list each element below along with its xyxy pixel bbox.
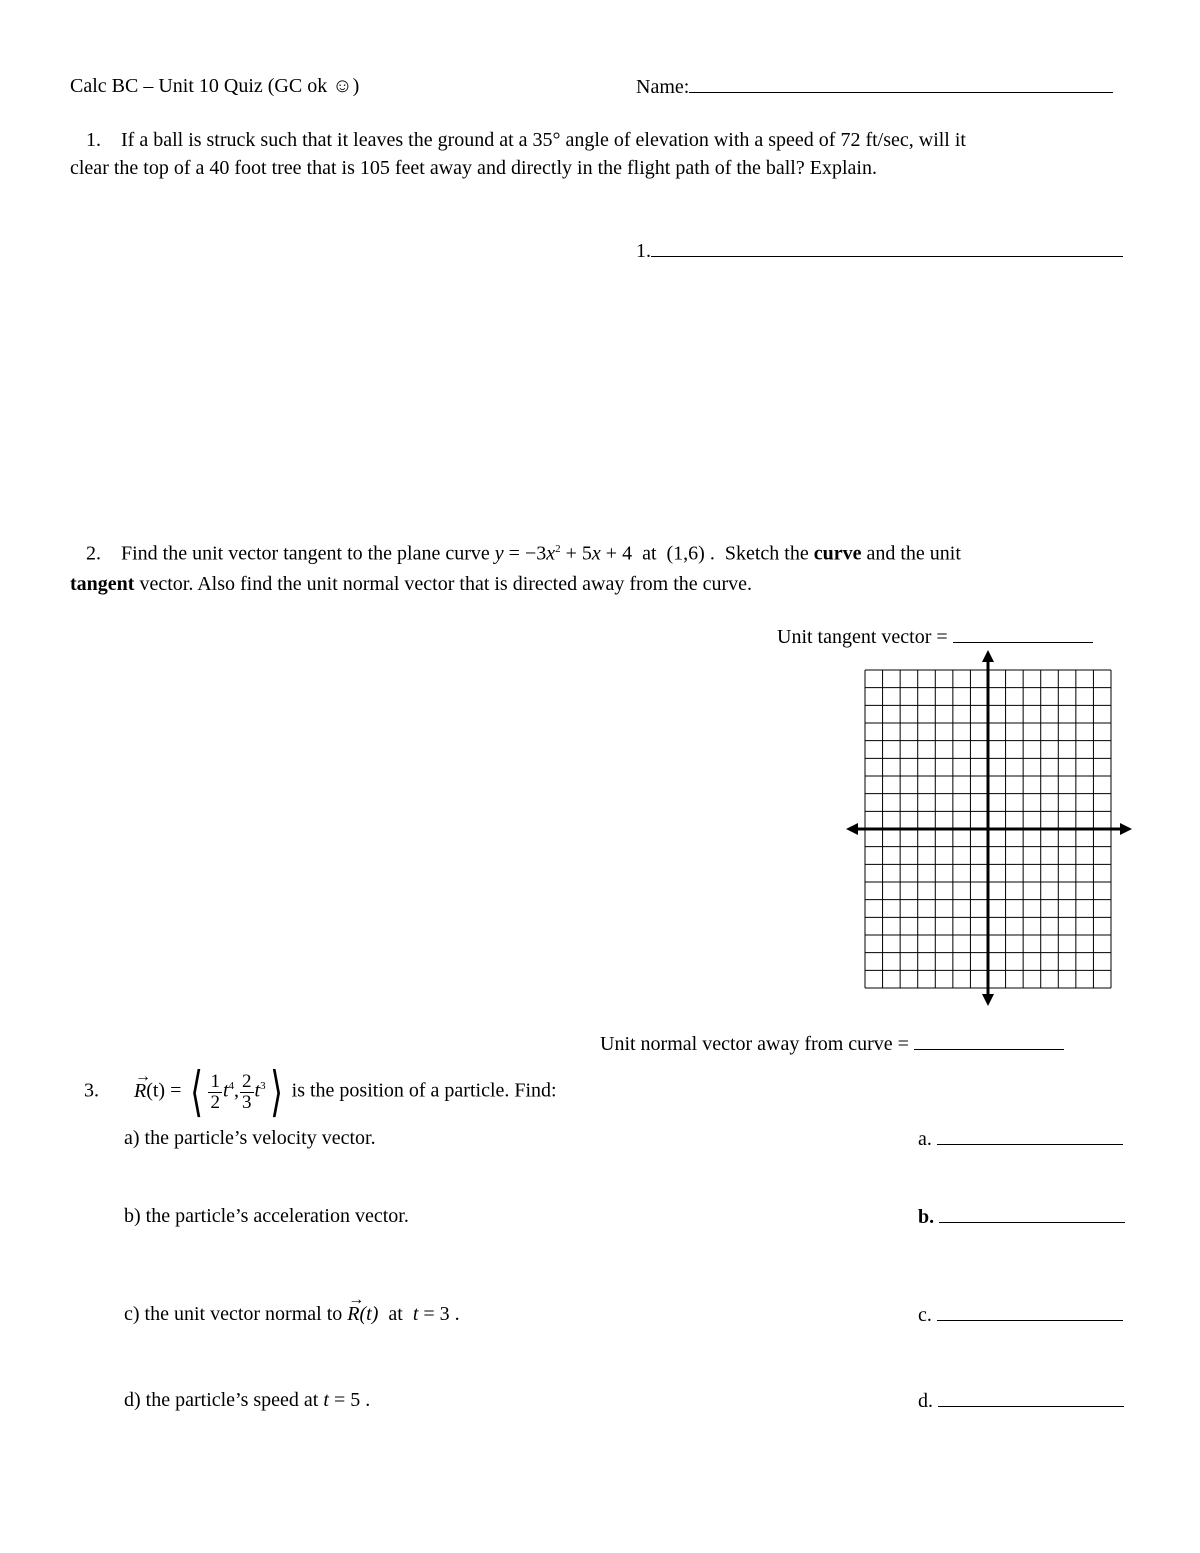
q1-text-1: If a ball is struck such that it leaves the ground at a 35° angle of elevation with a speed of 72 ft/sec, will it bbox=[121, 129, 966, 151]
q3-t2: t bbox=[254, 1079, 261, 1102]
vector-arrow-icon: → bbox=[135, 1067, 151, 1085]
coordinate-grid[interactable] bbox=[844, 648, 1134, 1008]
q3a-text: a) the particle’s velocity vector. bbox=[124, 1127, 376, 1149]
q3-description: is the position of a particle. Find: bbox=[286, 1079, 557, 1102]
q3c-text: c) the unit vector normal to bbox=[124, 1303, 348, 1325]
unit-tangent-label: Unit tangent vector = bbox=[777, 626, 953, 648]
q3d-label: d. bbox=[918, 1390, 933, 1412]
q2-number: 2. bbox=[86, 542, 101, 565]
q3-power-3: 3 bbox=[260, 1080, 266, 1092]
q3d-eq: = 5 . bbox=[328, 1389, 371, 1411]
q2-text-1b: Sketch the bbox=[714, 542, 814, 565]
eq-part-a: = −3 bbox=[503, 542, 547, 565]
eq-part-b: + 5 bbox=[560, 542, 592, 565]
q2-line2 bbox=[70, 572, 752, 596]
q3c-answer-field[interactable] bbox=[918, 1302, 1123, 1327]
q3c-prompt bbox=[124, 1291, 460, 1326]
quiz-title-text: Calc BC – Unit 10 Quiz (GC ok bbox=[70, 75, 333, 97]
name-field[interactable] bbox=[636, 74, 1113, 99]
q3-number: 3. bbox=[84, 1079, 99, 1102]
q1-text-2: clear the top of a 40 foot tree that is 105 feet away and directly in the flight path of the ball? Explain. bbox=[70, 157, 877, 179]
q3a-label: a. bbox=[918, 1128, 932, 1150]
unit-tangent-blank[interactable] bbox=[953, 624, 1093, 643]
unit-tangent-field[interactable] bbox=[777, 624, 1093, 649]
q2-curve-bold: curve bbox=[813, 542, 862, 565]
vector-R-c bbox=[347, 1291, 365, 1326]
fraction-2-num: 2 bbox=[242, 1070, 252, 1092]
coordinate-grid-svg[interactable] bbox=[844, 648, 1134, 1008]
eq-part-c: + 4 bbox=[600, 542, 633, 565]
q3d-tvar: t bbox=[323, 1389, 329, 1411]
eq-x2: x bbox=[591, 542, 601, 565]
fraction-1-num: 1 bbox=[210, 1070, 220, 1092]
vector-R-c-letter: R bbox=[347, 1303, 360, 1325]
q3a-prompt bbox=[124, 1126, 376, 1150]
q3b-answer-field[interactable] bbox=[918, 1204, 1125, 1229]
q1-line2 bbox=[70, 156, 877, 180]
q1-answer-blank[interactable] bbox=[651, 238, 1123, 257]
smiley-icon: ☺ bbox=[332, 75, 353, 97]
eq-at: at bbox=[632, 542, 667, 565]
q3-t1: t bbox=[222, 1079, 229, 1102]
q2-line1 bbox=[86, 537, 961, 566]
right-angle-bracket: ⟩ bbox=[269, 1062, 283, 1123]
vector-arrow-c-icon: → bbox=[348, 1291, 365, 1308]
q3b-text: b) the particle’s acceleration vector. bbox=[124, 1205, 409, 1227]
left-angle-bracket: ⟨ bbox=[190, 1062, 204, 1123]
unit-normal-label: Unit normal vector away from curve = bbox=[600, 1033, 914, 1055]
x-axis-right-arrow-icon bbox=[1120, 823, 1132, 835]
fraction-1-den: 2 bbox=[210, 1091, 220, 1113]
q1-answer-field[interactable] bbox=[636, 238, 1123, 263]
q3b-prompt bbox=[124, 1204, 409, 1228]
q2-tangent-bold: tangent bbox=[70, 573, 135, 595]
q3c-blank[interactable] bbox=[937, 1302, 1123, 1321]
eq-y: y bbox=[494, 542, 504, 565]
q3c-label: c. bbox=[918, 1304, 932, 1326]
q3d-prompt bbox=[124, 1388, 370, 1412]
vector-R bbox=[134, 1063, 151, 1119]
q3b-blank[interactable] bbox=[939, 1204, 1125, 1223]
q3a-blank[interactable] bbox=[937, 1126, 1123, 1145]
q2-text-2: vector. Also find the unit normal vector that is directed away from the curve. bbox=[134, 573, 753, 595]
y-axis-up-arrow-icon bbox=[982, 650, 994, 662]
q2-text-1a: Find the unit vector tangent to the plane curve bbox=[121, 542, 495, 565]
fraction-2-den: 3 bbox=[242, 1091, 252, 1113]
q1-line1 bbox=[86, 128, 966, 152]
q2-text-1c: and the unit bbox=[861, 542, 961, 565]
eq-square: 2 bbox=[555, 543, 561, 555]
q3d-answer-field[interactable] bbox=[918, 1388, 1124, 1413]
fraction-1 bbox=[208, 1072, 222, 1113]
q3c-at: at bbox=[378, 1303, 413, 1325]
name-label: Name: bbox=[636, 76, 690, 98]
q1-answer-label: 1. bbox=[636, 240, 651, 262]
unit-normal-field[interactable] bbox=[600, 1031, 1064, 1056]
quiz-title-close: ) bbox=[352, 75, 360, 97]
q3b-label: b. bbox=[918, 1206, 935, 1228]
name-blank[interactable] bbox=[689, 74, 1113, 93]
eq-x1: x bbox=[546, 542, 556, 565]
unit-normal-blank[interactable] bbox=[914, 1031, 1064, 1050]
q3-statement bbox=[84, 1058, 557, 1123]
x-axis-left-arrow-icon bbox=[846, 823, 858, 835]
q3d-blank[interactable] bbox=[938, 1388, 1124, 1407]
vector-R-letter: R bbox=[134, 1079, 147, 1102]
fraction-2 bbox=[240, 1072, 254, 1113]
q3c-t: (t) bbox=[359, 1303, 379, 1325]
q3d-text: d) the particle’s speed at bbox=[124, 1389, 324, 1411]
q3-t-paren: (t) = bbox=[146, 1079, 187, 1102]
q3a-answer-field[interactable] bbox=[918, 1126, 1123, 1151]
q3c-eq: = 3 . bbox=[418, 1303, 460, 1325]
q3-power-4: 4 bbox=[228, 1080, 235, 1092]
q1-number: 1. bbox=[86, 129, 101, 151]
quiz-title bbox=[70, 74, 359, 98]
y-axis-down-arrow-icon bbox=[982, 994, 994, 1006]
eq-point: (1,6) . bbox=[666, 542, 715, 565]
q3-comma: , bbox=[234, 1079, 240, 1102]
q3c-tvar: t bbox=[412, 1303, 419, 1325]
